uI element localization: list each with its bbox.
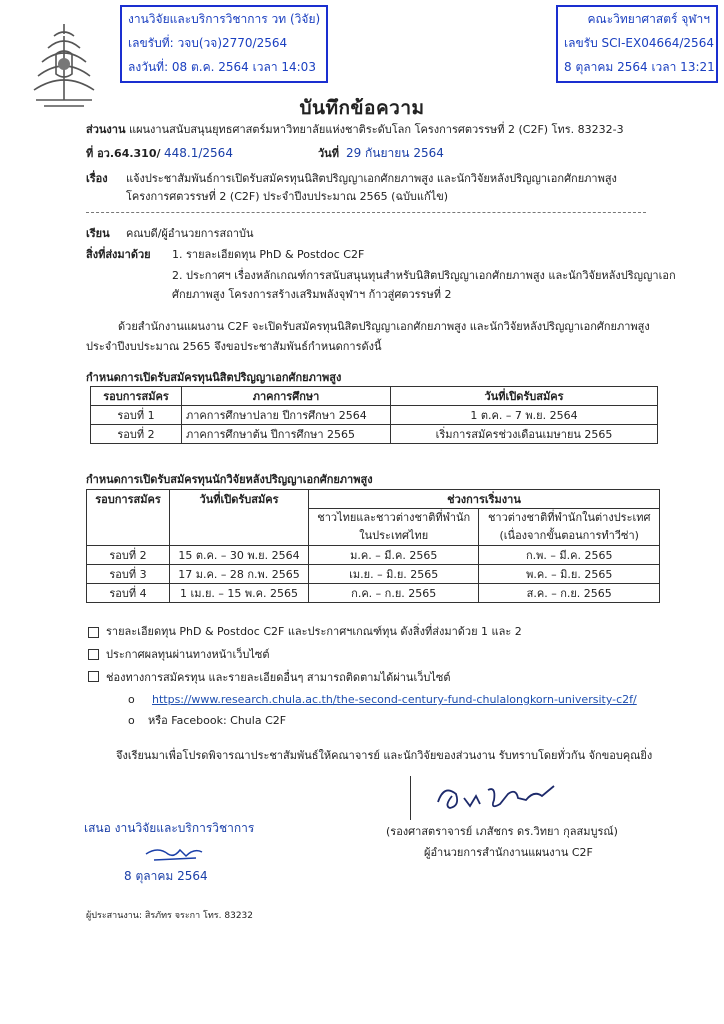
coordinator-info: ผู้ประสานงาน: สิรภัทร จระกา โทร. 83232	[86, 911, 253, 921]
subject-label: เรื่อง	[86, 172, 108, 185]
table-cell: รอบที่ 2	[87, 546, 170, 565]
table-cell: 15 ต.ค. – 30 พ.ย. 2564	[170, 546, 309, 565]
initials-signature	[140, 838, 210, 864]
reference-value: 448.1/2564	[164, 146, 233, 160]
checkbox-2[interactable]	[88, 649, 99, 660]
checklist-item-1: รายละเอียดทุน PhD & Postdoc C2F และประกาศฯเกณฑ์ทุน ดังสิ่งที่ส่งมาด้วย 1 และ 2	[106, 625, 522, 638]
postdoc-schedule-table	[86, 489, 660, 603]
forward-note: เสนอ งานวิจัยและบริการวิชาการ	[84, 821, 255, 835]
closing-text: จึงเรียนมาเพื่อโปรดพิจารณาประชาสัมพันธ์ให้คณาจารย์ และนักวิจัยของส่วนงาน รับทราบโดยทั่วกัน จักขอบคุณยิ่ง	[116, 749, 653, 762]
table-cell: 1 เม.ย. – 15 พ.ค. 2565	[170, 584, 309, 603]
body-line-1: ด้วยสำนักงานแผนงาน C2F จะเปิดรับสมัครทุนนิสิตปริญญาเอกศักยภาพสูง และนักวิจัยหลังปริญญาเอกศักยภาพสูง	[118, 320, 650, 333]
bullet-circle-icon: o	[128, 714, 135, 727]
table-header-cell: วันที่เปิดรับสมัคร	[170, 490, 309, 546]
table-cell: พ.ค. – มิ.ย. 2565	[479, 565, 660, 584]
table-cell: รอบที่ 1	[91, 406, 182, 425]
table-row	[87, 565, 660, 584]
stamp-left-line1: งานวิจัยและบริการวิชาการ วท (วิจัย)	[128, 12, 321, 26]
website-link[interactable]: https://www.research.chula.ac.th/the-second-century-fund-chulalongkorn-university-c2f/	[152, 693, 637, 706]
department-row	[86, 122, 624, 138]
table-cell: เม.ย. – มิ.ย. 2565	[309, 565, 479, 584]
reference-row	[86, 145, 233, 162]
table-row	[91, 406, 658, 425]
checklist-item-2: ประกาศผลทุนผ่านทางหน้าเว็บไซต์	[106, 648, 270, 661]
reference-label: ที่ อว.64.310/	[86, 147, 161, 160]
table-header-cell: ภาคการศึกษา	[182, 387, 391, 406]
table-header-cell: วันที่เปิดรับสมัคร	[391, 387, 658, 406]
checklist-item-3: ช่องทางการสมัครทุน และรายละเอียดอื่นๆ สามารถติดตามได้ผ่านเว็บไซต์	[106, 671, 451, 684]
header-divider	[86, 212, 646, 213]
facebook-text: หรือ Facebook: Chula C2F	[148, 714, 287, 727]
header-thai-line-2: ในประเทศไทย	[359, 529, 429, 542]
table-cell: เริ่มการสมัครช่วงเดือนเมษายน 2565	[391, 425, 658, 444]
table-cell: 1 ต.ค. – 7 พ.ย. 2564	[391, 406, 658, 425]
table-row	[91, 425, 658, 444]
enclosure-item-2a: 2. ประกาศฯ เรื่องหลักเกณฑ์การสนับสนุนทุนสำหรับนิสิตปริญญาเอกศักยภาพสูง และนักวิจัยหลังปริญญาเอก	[172, 269, 676, 282]
enclosure-item-2b: ศักยภาพสูง โครงการสร้างเสริมพลังจุฬาฯ ก้าวสู่ศตวรรษที่ 2	[172, 288, 452, 301]
phd-schedule-table	[90, 386, 658, 444]
table-cell: ส.ค. – ก.ย. 2565	[479, 584, 660, 603]
table1-heading: กำหนดการเปิดรับสมัครทุนนิสิตปริญญาเอกศักยภาพสูง	[86, 371, 342, 384]
forward-date: 8 ตุลาคม 2564	[124, 869, 208, 883]
header-foreign-line-1: ชาวต่างชาติที่พำนักในต่างประเทศ	[487, 511, 651, 524]
signer-name: (รองศาสตราจารย์ เภสัชกร ดร.วิทยา กุลสมบูรณ์)	[386, 825, 618, 838]
department-label: ส่วนงาน	[86, 123, 126, 136]
stamp-left-line3: ลงวันที่: 08 ต.ค. 2564 เวลา 14:03	[128, 60, 316, 74]
director-signature	[430, 776, 570, 820]
department-value: แผนงานสนับสนุนยุทธศาสตร์มหาวิทยาลัยแห่งชาติระดับโลก โครงการศตวรรษที่ 2 (C2F) โทร. 83232-3	[128, 123, 624, 136]
memo-title: บันทึกข้อความ	[299, 97, 425, 119]
table-header-cell: รอบการสมัคร	[87, 490, 170, 546]
received-stamp-left	[120, 5, 328, 83]
table-cell: 17 ม.ค. – 28 ก.พ. 2565	[170, 565, 309, 584]
stamp-right-line2: เลขรับ SCI-EX04664/2564	[564, 36, 714, 50]
table-header-row	[87, 490, 660, 509]
table-cell: ก.พ. – มี.ค. 2565	[479, 546, 660, 565]
date-row	[318, 145, 444, 162]
date-value: 29 กันยายน 2564	[345, 146, 444, 160]
table-header-cell: รอบการสมัคร	[91, 387, 182, 406]
checkbox-1[interactable]	[88, 627, 99, 638]
header-thai-line-1: ชาวไทยและชาวต่างชาติที่พำนัก	[317, 511, 471, 524]
table-header-cell	[479, 509, 660, 546]
table-cell: ม.ค. – มี.ค. 2565	[309, 546, 479, 565]
stamp-left-line2: เลขรับที่: วจบ(วจ)2770/2564	[128, 36, 288, 50]
table-row	[87, 584, 660, 603]
table-header-row	[91, 387, 658, 406]
table-cell: รอบที่ 4	[87, 584, 170, 603]
table2-heading: กำหนดการเปิดรับสมัครทุนนักวิจัยหลังปริญญาเอกศักยภาพสูง	[86, 473, 373, 486]
signer-title: ผู้อำนวยการสำนักงานแผนงาน C2F	[424, 846, 593, 859]
signature-line	[410, 776, 411, 820]
table-cell: ภาคการศึกษาปลาย ปีการศึกษา 2564	[182, 406, 391, 425]
table-header-cell	[309, 509, 479, 546]
checkbox-3[interactable]	[88, 671, 99, 682]
table-row	[87, 546, 660, 565]
table-cell: รอบที่ 3	[87, 565, 170, 584]
to-label: เรียน	[86, 227, 110, 240]
date-label: วันที่	[318, 147, 339, 160]
table-cell: ภาคการศึกษาต้น ปีการศึกษา 2565	[182, 425, 391, 444]
stamp-right-line3: 8 ตุลาคม 2564 เวลา 13:21	[564, 60, 715, 74]
table-cell: ก.ค. – ก.ย. 2565	[309, 584, 479, 603]
header-foreign-line-2: (เนื่องจากขั้นตอนการทำวีซ่า)	[499, 529, 639, 542]
received-stamp-right	[556, 5, 718, 83]
table-cell: รอบที่ 2	[91, 425, 182, 444]
enclosure-label: สิ่งที่ส่งมาด้วย	[86, 248, 151, 261]
bullet-circle-icon: o	[128, 693, 135, 706]
body-line-2: ประจำปีงบประมาณ 2565 จึงขอประชาสัมพันธ์กำหนดการดังนี้	[86, 340, 382, 353]
subject-line-1: แจ้งประชาสัมพันธ์การเปิดรับสมัครทุนนิสิตปริญญาเอกศักยภาพสูง และนักวิจัยหลังปริญญาเอกศักยภาพสูง	[126, 172, 617, 185]
subject-line-2: โครงการศตวรรษที่ 2 (C2F) ประจำปีงบประมาณ 2565 (ฉบับแก้ไข)	[126, 190, 449, 203]
enclosure-item-1: 1. รายละเอียดทุน PhD & Postdoc C2F	[172, 248, 365, 261]
table-header-cell: ช่วงการเริ่มงาน	[309, 490, 660, 509]
to-value: คณบดี/ผู้อำนวยการสถาบัน	[126, 227, 254, 240]
stamp-right-line1: คณะวิทยาศาสตร์ จุฬาฯ	[587, 12, 710, 26]
